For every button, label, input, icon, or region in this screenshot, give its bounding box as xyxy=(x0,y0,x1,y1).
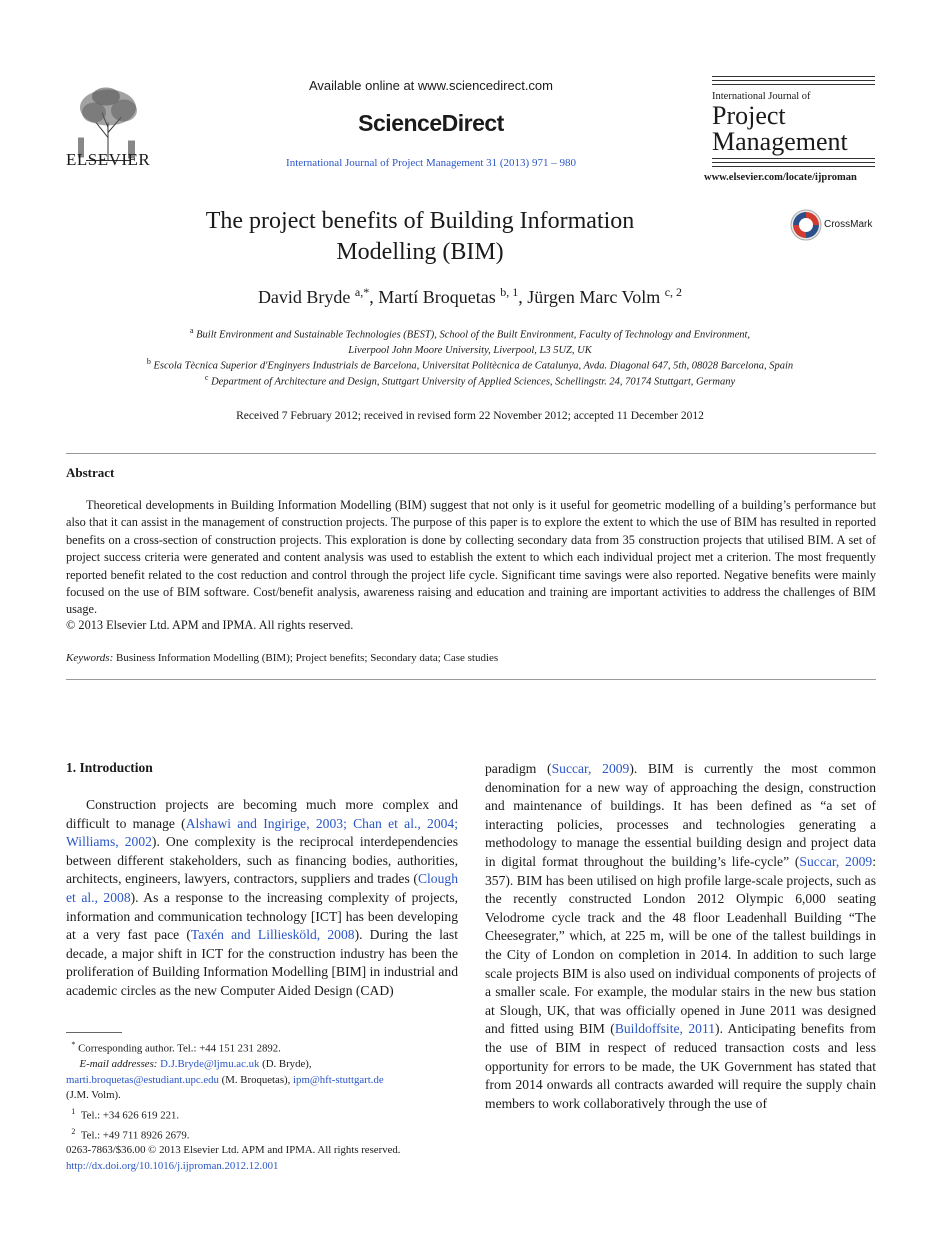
journal-line-2: Management xyxy=(712,127,848,156)
affiliation-text: Liverpool John Moore University, Liverpool, L3 5UZ, UK xyxy=(348,345,592,356)
author-affiliation-mark: b, 1 xyxy=(500,285,519,299)
text-run: ). BIM is currently the most common denomination for a new way of approaching the design, construction and maintenance of buildings. It has been defined as “a set of interacting policies, processes and technologies generating a methodology to manage the essential building design and project data in digital format throughout the building’s life-cycle” ( xyxy=(485,761,876,869)
text-run: ). As a response to the increasing complexity of projects, information and communication technology [ICT] has been developing at a very fast pace ( xyxy=(66,889,459,943)
received-dates: Received 7 February 2012; received in revised form 22 November 2012; accepted 11 December 2012 xyxy=(236,410,704,422)
footnote-text: (J.M. Volm). xyxy=(66,1089,121,1102)
footnotes xyxy=(66,1037,466,1144)
footnote-divider xyxy=(66,1032,122,1033)
keywords-label: Keywords: xyxy=(66,652,114,664)
email-link[interactable]: marti.broquetas@estudiant.upc.edu xyxy=(66,1073,219,1086)
citation-link[interactable]: Alshawi and Ingirige, 2003; Chan et al., 2004; Williams, 2002 xyxy=(66,815,458,850)
doi-link[interactable]: http://dx.doi.org/10.1016/j.ijproman.2012.12.001 xyxy=(66,1160,279,1172)
email-link[interactable]: D.J.Bryde@ljmu.ac.uk xyxy=(160,1058,260,1071)
journal-rules-top xyxy=(712,76,875,87)
text-run: ). One complexity is the reciprocal interdependencies between different stakeholders, such as financing bodies, authorities, architects, engineers, lawyers, contractors, suppliers and trades ( xyxy=(66,834,458,887)
section-heading: 1. Introduction xyxy=(66,760,153,775)
paragraph xyxy=(485,760,876,1113)
author-affiliation-mark: a,* xyxy=(354,285,370,299)
journal-rules-bottom xyxy=(712,158,875,169)
author-name: David Bryde xyxy=(257,287,351,307)
footnote-text: Tel.: +34 626 619 221. xyxy=(80,1109,180,1122)
footnote-text: (M. Broquetas), xyxy=(221,1073,291,1086)
issn-text: 0263-7863/$36.00 © 2013 Elsevier Ltd. APM and IPMA. All rights reserved. xyxy=(66,1144,401,1156)
publisher-name: ELSEVIER xyxy=(66,150,151,169)
footnote-email xyxy=(66,1073,466,1089)
citation-link[interactable]: Clough et al., 2008 xyxy=(66,871,458,905)
crossmark-label[interactable]: CrossMark xyxy=(824,219,873,230)
citation-link[interactable]: Buildoffsite, 2011 xyxy=(614,1021,716,1037)
email-link[interactable]: ipm@hft-stuttgart.de xyxy=(293,1073,384,1086)
journal-name-small: International Journal of xyxy=(712,91,811,102)
divider xyxy=(66,679,876,680)
affiliation-mark: c xyxy=(204,373,209,382)
affiliation-c xyxy=(60,370,880,390)
footnote-email xyxy=(66,1088,466,1104)
paragraph xyxy=(66,796,458,1001)
abstract-heading: Abstract xyxy=(66,465,115,480)
text-run: paradigm ( xyxy=(485,761,552,776)
sciencedirect-logo[interactable]: ScienceDirect xyxy=(358,110,504,136)
author-affiliation-mark: c, 2 xyxy=(664,285,683,299)
right-column xyxy=(485,760,876,1113)
affiliation-mark: a xyxy=(189,326,194,335)
author-list: David Bryde $^{a,*}$, Martí Broquetas $^{b, 1}$, Jürgen Marc Volm $^{c, 2}$ xyxy=(257,285,683,307)
author-name: Martí Broquetas xyxy=(378,287,496,307)
title-line-2: Modelling (BIM) xyxy=(336,239,504,265)
left-column xyxy=(66,796,458,1001)
email-label: E-mail addresses: xyxy=(79,1058,158,1071)
footnote-corresponding xyxy=(66,1037,466,1057)
footnote-1 xyxy=(66,1104,466,1124)
footnote-email xyxy=(66,1057,466,1073)
available-online: Available online at www.sciencedirect.com xyxy=(309,78,553,93)
article-title xyxy=(160,206,680,268)
affiliation-text: Built Environment and Sustainable Technologies (BEST), School of the Built Environment, Faculty of Technology and Environment, xyxy=(196,329,751,341)
footnote-text: Corresponding author. Tel.: +44 151 231 2892. xyxy=(78,1042,281,1055)
keywords xyxy=(66,652,498,664)
footnote-mark: * xyxy=(71,1040,76,1049)
divider xyxy=(66,453,876,454)
footnote-mark: 1 xyxy=(71,1106,76,1116)
text-run: : 357). BIM has been utilised on high profile large-scale projects, such as the recently constructed London 2012 Olympic 6,000 seating Velodrome cycle track and the 48 floor Leadenhall Building “The Cheesegrater,” which, at 225 m, will be one of the tallest buildings in the City of London on completion in 2014. In addition to such large scale projects BIM is also used on individual components of projects of a smaller scale. For example, the modular stairs in the new bus station at Slough, UK, that was officially opened in June 2011 was designed and fitted using BIM ( xyxy=(485,853,876,1037)
title-line-1: The project benefits of Building Information xyxy=(205,208,635,234)
citation-link[interactable]: Taxén and Lilliesköld, 2008 xyxy=(190,927,355,943)
footnote-text: Tel.: +49 711 8926 2679. xyxy=(80,1129,190,1142)
text-run: Construction projects are becoming much more complex and difficult to manage ( xyxy=(66,797,458,831)
journal-line-1: Project xyxy=(712,101,786,130)
affiliation-text: Escola Tècnica Superior d'Enginyers Industrials de Barcelona, Universitat Politècnica de Catalunya, Avda. Diagonal 647, 5th, 08028 Barcelona, Spain xyxy=(153,360,794,372)
abstract-copyright: © 2013 Elsevier Ltd. APM and IPMA. All rights reserved. xyxy=(66,618,354,632)
journal-url[interactable]: www.elsevier.com/locate/ijproman xyxy=(704,172,857,183)
affiliation-text: Department of Architecture and Design, Stuttgart University of Applied Sciences, Schellingstr. 24, 70174 Stuttgart, Germany xyxy=(211,376,736,388)
abstract-text: Theoretical developments in Building Information Modelling (BIM) suggest that not only is it useful for geometric modelling of a building’s performance but also that it can assist in the management of construction projects. The purpose of this paper is to explore the extent to which the use of BIM has resulted in reported benefits on a cross-section of construction projects. This exploration is done by collecting secondary data from 35 construction projects that utilised BIM. A set of project success criteria were generated and content analysis was used to establish the extent to which each individual project met a criterion. The most frequently reported benefit related to the cost reduction and control through the project life cycle. Significant time savings were also reported. Negative benefits were mainly focused on the use of BIM software. Cost/benefit analysis, awareness raising and education and training are important activities to address the challenges of BIM usage. xyxy=(66,498,876,617)
text-run: ). During the last decade, a major shift in ICT for the construction industry has been the proliferation of Building Information Modelling [BIM] in industrial and academic circles as the new Computer Aided Design (CAD) xyxy=(66,927,458,998)
journal-name-large xyxy=(712,103,848,155)
footnote-mark: 2 xyxy=(71,1127,76,1137)
citation-link[interactable]: Succar, 2009 xyxy=(799,853,873,869)
affiliation-mark: b xyxy=(146,357,151,366)
author-name: Jürgen Marc Volm xyxy=(527,287,661,307)
keywords-text: Business Information Modelling (BIM); Project benefits; Secondary data; Case studies xyxy=(116,652,499,664)
abstract-body xyxy=(66,497,876,619)
text-run: ). Anticipating benefits from the use of BIM in respect of reduced transaction costs and less opportunity for errors to be made, the UK Government has stated that from 2014 onwards all contracts awarded will require the supply chain members to work collaboratively through the use of xyxy=(485,1021,876,1111)
footnote-text: (D. Bryde), xyxy=(262,1058,312,1071)
issn-block xyxy=(66,1142,400,1174)
journal-reference-link[interactable]: International Journal of Project Management 31 (2013) 971 – 980 xyxy=(286,157,576,169)
citation-link[interactable]: Succar, 2009 xyxy=(551,761,630,776)
